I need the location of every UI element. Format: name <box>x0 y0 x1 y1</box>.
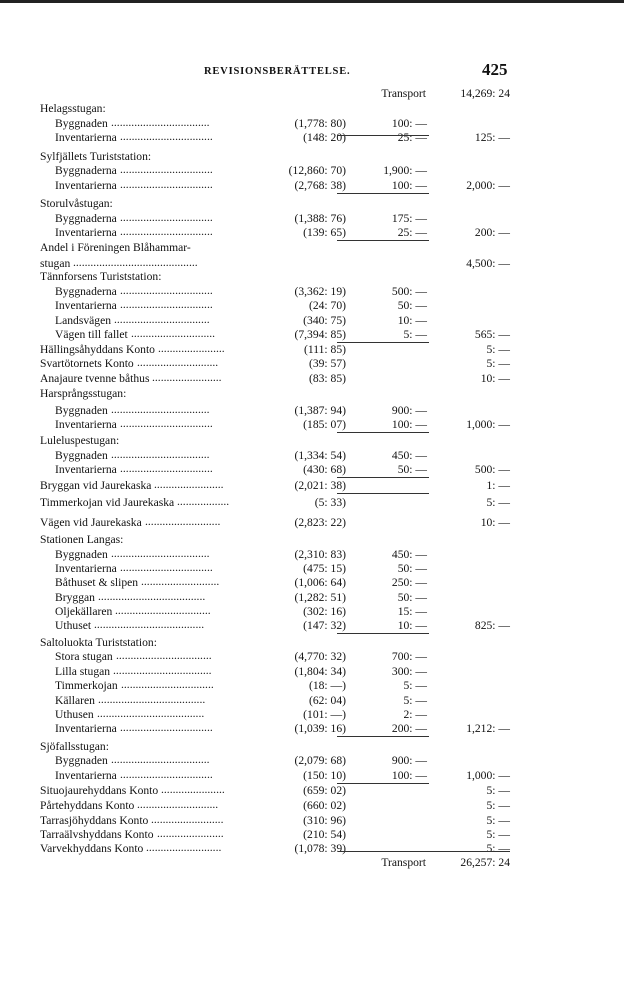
ledger-row <box>0 575 624 591</box>
dot-leader: ........................ <box>154 478 224 491</box>
entry-label: Byggnaden <box>55 117 108 130</box>
book-value: (1,804: 34) <box>294 665 346 678</box>
dot-leader: ................................ <box>120 721 213 734</box>
dot-leader: .......................... <box>145 515 221 528</box>
dot-leader: .................................. <box>111 547 210 560</box>
entry-label: Byggnaderna <box>55 285 117 298</box>
book-value: (3,362: 19) <box>294 285 346 298</box>
group-total: 1,212: — <box>466 722 510 735</box>
book-value: (1,388: 76) <box>294 212 346 225</box>
group-total: 5: — <box>486 784 510 797</box>
book-value: (340: 75) <box>303 314 346 327</box>
dot-leader: ................................ <box>120 178 213 191</box>
ledger-row <box>0 462 624 478</box>
item-amount: 50: — <box>397 591 427 604</box>
ledger-row <box>0 327 624 343</box>
subtotal-rule <box>337 193 429 194</box>
book-value: (475: 15) <box>303 562 346 575</box>
page-number: 425 <box>482 60 508 79</box>
dot-leader: .......................... <box>146 841 222 854</box>
dot-leader: ................................ <box>121 678 214 691</box>
ledger-row <box>0 768 624 784</box>
book-value: (1,039: 16) <box>294 722 346 735</box>
dot-leader: ................................. <box>115 604 211 617</box>
entry-label: Timmerkojan <box>55 679 118 692</box>
entry-label: Storulvåstugan: <box>40 197 113 210</box>
ledger-row <box>0 225 624 241</box>
group-total: 1,000: — <box>466 418 510 431</box>
dot-leader: ............................ <box>137 798 219 811</box>
item-amount: 250: — <box>391 576 427 589</box>
entry-label: Anajaure tvenne båthus <box>40 372 150 385</box>
item-amount: 25: — <box>397 131 427 144</box>
ledger-row <box>0 618 624 634</box>
entry-label: Uthuset <box>55 619 92 632</box>
entry-label: Helagsstugan: <box>40 102 106 115</box>
group-total: 5: — <box>486 343 510 356</box>
dot-leader: .................................. <box>111 753 210 766</box>
group-total: 1: — <box>486 479 510 492</box>
entry-label: Timmerkojan vid Jaurekaska <box>40 496 175 509</box>
group-total: 825: — <box>474 619 510 632</box>
dot-leader: .................. <box>177 495 230 508</box>
dot-leader: ................................ <box>120 211 213 224</box>
group-total: 125: — <box>474 131 510 144</box>
item-amount: 5: — <box>403 328 427 341</box>
entry-label: Byggnaderna <box>55 212 117 225</box>
book-value: (150: 10) <box>303 769 346 782</box>
dot-leader: ................................ <box>120 284 213 297</box>
entry-label: Inventarierna <box>55 562 117 575</box>
entry-label: Tarraälvshyddans Konto <box>40 828 154 841</box>
ledger-row <box>0 433 624 449</box>
item-amount: 900: — <box>391 754 427 767</box>
dot-leader: ................................. <box>116 649 212 662</box>
entry-label: Saltoluokta Turiststation: <box>40 636 157 649</box>
item-amount: 5: — <box>403 679 427 692</box>
ledger-row <box>0 678 624 694</box>
book-value: (24: 70) <box>308 299 346 312</box>
dot-leader: ..................................... <box>98 590 206 603</box>
entry-label: Bryggan vid Jaurekaska <box>40 479 152 492</box>
dot-leader: .................................. <box>111 116 210 129</box>
entry-label: Hällingsåhyddans Konto <box>40 343 155 356</box>
ledger-row <box>0 269 624 285</box>
ledger-row <box>0 130 624 146</box>
group-total: 500: — <box>474 463 510 476</box>
item-amount: 500: — <box>391 285 427 298</box>
entry-label: Uthusen <box>55 708 94 721</box>
book-value: (2,823: 22) <box>294 516 346 529</box>
entry-label: Situojaurehyddans Konto <box>40 784 159 797</box>
book-value: (1,778: 80) <box>294 117 346 130</box>
dot-leader: ...................... <box>161 783 225 796</box>
dot-leader: ................................ <box>120 768 213 781</box>
entry-label: Stora stugan <box>55 650 113 663</box>
dot-leader: ......................... <box>151 813 224 826</box>
item-amount: 200: — <box>391 722 427 735</box>
dot-leader: ....................... <box>157 827 224 840</box>
ledger-row <box>0 515 624 531</box>
entry-label: Vägen till fallet <box>55 328 128 341</box>
dot-leader: ........................... <box>141 575 220 588</box>
book-value: (101: —) <box>303 708 346 721</box>
entry-label: Bryggan <box>55 591 95 604</box>
group-total: 10: — <box>480 516 510 529</box>
subtotal-rule <box>337 633 429 634</box>
book-value: (310: 96) <box>303 814 346 827</box>
group-total: 1,000: — <box>466 769 510 782</box>
ledger-row <box>0 196 624 212</box>
item-amount: 300: — <box>391 665 427 678</box>
dot-leader: ................................ <box>120 462 213 475</box>
ledger-row <box>0 649 624 665</box>
item-amount: 50: — <box>397 562 427 575</box>
entry-label: Byggnaden <box>55 404 108 417</box>
entry-label: Inventarierna <box>55 179 117 192</box>
item-amount: 100: — <box>391 179 427 192</box>
entry-label: Landsvägen <box>55 314 112 327</box>
book-value: (659: 02) <box>303 784 346 797</box>
ledger-row <box>0 798 624 814</box>
book-value: (210: 54) <box>303 828 346 841</box>
item-amount: 10: — <box>397 314 427 327</box>
subtotal-rule <box>337 342 429 343</box>
transport-label: Transport <box>381 856 426 869</box>
dot-leader: ....................... <box>158 342 225 355</box>
entry-label: Båthuset & slipen <box>55 576 139 589</box>
dot-leader: ................................. <box>114 313 210 326</box>
ledger-row <box>0 101 624 117</box>
item-amount: 450: — <box>391 449 427 462</box>
subtotal-rule <box>337 493 429 494</box>
entry-label: Tännforsens Turiststation: <box>40 270 162 283</box>
transport-row-top <box>0 86 624 102</box>
transport-amount: 26,257: 24 <box>460 856 510 869</box>
ledger-row <box>0 753 624 769</box>
dot-leader: ........................ <box>152 371 222 384</box>
entry-label: Inventarierna <box>55 463 117 476</box>
entry-label: Oljekällaren <box>55 605 113 618</box>
book-value: (18: —) <box>308 679 346 692</box>
book-value: (1,006: 64) <box>294 576 346 589</box>
item-amount: 450: — <box>391 548 427 561</box>
entry-label: Inventarierna <box>55 722 117 735</box>
dot-leader: ............................. <box>131 327 216 340</box>
group-total: 5: — <box>486 814 510 827</box>
entry-label: Byggnaden <box>55 754 108 767</box>
book-value: (1,282: 51) <box>294 591 346 604</box>
dot-leader: ................................ <box>120 130 213 143</box>
ledger-row <box>0 240 624 256</box>
group-total: 565: — <box>474 328 510 341</box>
entry-label: Inventarierna <box>55 226 117 239</box>
book-value: (12,860: 70) <box>288 164 346 177</box>
group-total: 5: — <box>486 496 510 509</box>
book-value: (185: 07) <box>303 418 346 431</box>
entry-label: Inventarierna <box>55 769 117 782</box>
group-total: 200: — <box>474 226 510 239</box>
group-total: 10: — <box>480 372 510 385</box>
dot-leader: .................................. <box>113 664 212 677</box>
subtotal-rule <box>337 736 429 737</box>
item-amount: 15: — <box>397 605 427 618</box>
item-amount: 5: — <box>403 694 427 707</box>
dot-leader: ............................ <box>137 356 219 369</box>
book-value: (2,021: 38) <box>294 479 346 492</box>
book-value: (139: 65) <box>303 226 346 239</box>
entry-label: Pårtehyddans Konto <box>40 799 135 812</box>
item-amount: 100: — <box>391 117 427 130</box>
entry-label: Andel i Föreningen Blåhammar- <box>40 241 191 254</box>
book-value: (148: 20) <box>303 131 346 144</box>
book-value: (7,394: 85) <box>294 328 346 341</box>
entry-label: stugan <box>40 257 71 270</box>
dot-leader: ...................................... <box>94 618 205 631</box>
ledger-row <box>0 371 624 387</box>
book-value: (83: 85) <box>308 372 346 385</box>
running-head <box>0 0 624 80</box>
entry-label: Inventarierna <box>55 131 117 144</box>
entry-label: Svartötornets Konto <box>40 357 134 370</box>
book-value: (2,768: 38) <box>294 179 346 192</box>
group-total: 5: — <box>486 842 510 855</box>
subtotal-rule <box>337 432 429 433</box>
entry-label: Luleluspestugan: <box>40 434 120 447</box>
book-value: (62: 04) <box>308 694 346 707</box>
entry-label: Byggnaden <box>55 548 108 561</box>
item-amount: 1,900: — <box>383 164 427 177</box>
book-value: (147: 32) <box>303 619 346 632</box>
entry-label: Sylfjällets Turiststation: <box>40 150 152 163</box>
transport-amount: 14,269: 24 <box>460 87 510 100</box>
entry-label: Sjöfallsstugan: <box>40 740 109 753</box>
subtotal-rule <box>337 477 429 478</box>
book-value: (5: 33) <box>314 496 346 509</box>
ledger-row <box>0 356 624 372</box>
item-amount: 25: — <box>397 226 427 239</box>
ledger-row <box>0 495 624 511</box>
book-value: (2,079: 68) <box>294 754 346 767</box>
dot-leader: ................................ <box>120 298 213 311</box>
dot-leader: ..................................... <box>97 707 205 720</box>
ledger-row <box>0 532 624 548</box>
entry-label: Lilla stugan <box>55 665 111 678</box>
item-amount: 50: — <box>397 463 427 476</box>
book-value: (111: 85) <box>304 343 346 356</box>
book-value: (302: 16) <box>303 605 346 618</box>
book-value: (430: 68) <box>303 463 346 476</box>
book-value: (2,310: 83) <box>294 548 346 561</box>
subtotal-rule <box>337 135 429 136</box>
item-amount: 50: — <box>397 299 427 312</box>
dot-leader: .................................. <box>111 403 210 416</box>
entry-label: Varvekhyddans Konto <box>40 842 144 855</box>
dot-leader: .................................. <box>111 448 210 461</box>
entry-label: Byggnaderna <box>55 164 117 177</box>
entry-label: Stationen Langas: <box>40 533 124 546</box>
book-value: (4,770: 32) <box>294 650 346 663</box>
item-amount: 2: — <box>403 708 427 721</box>
entry-label: Byggnaden <box>55 449 108 462</box>
group-total: 5: — <box>486 799 510 812</box>
ledger-row <box>0 298 624 314</box>
item-amount: 100: — <box>391 769 427 782</box>
item-amount: 700: — <box>391 650 427 663</box>
book-value: (1,334: 54) <box>294 449 346 462</box>
entry-label: Vägen vid Jaurekaska <box>40 516 142 529</box>
group-total: 4,500: — <box>466 257 510 270</box>
group-total: 5: — <box>486 828 510 841</box>
entry-label: Inventarierna <box>55 299 117 312</box>
dot-leader: ..................................... <box>98 693 206 706</box>
entry-label: Tarrasjöhyddans Konto <box>40 814 149 827</box>
dot-leader: ................................ <box>120 417 213 430</box>
entry-label: Harsprångsstugan: <box>40 387 127 400</box>
transport-row-bottom <box>0 855 624 871</box>
running-head-title: REVISIONSBERÄTTELSE. <box>204 66 351 77</box>
ledger-row <box>0 721 624 737</box>
book-value: (39: 57) <box>308 357 346 370</box>
item-amount: 10: — <box>397 619 427 632</box>
ledger-row <box>0 417 624 433</box>
group-total: 5: — <box>486 357 510 370</box>
dot-leader: ........................................... <box>73 256 198 269</box>
dot-leader: ................................ <box>120 225 213 238</box>
subtotal-rule <box>337 783 429 784</box>
dot-leader: ................................ <box>120 561 213 574</box>
item-amount: 175: — <box>391 212 427 225</box>
item-amount: 100: — <box>391 418 427 431</box>
ledger-row <box>0 178 624 194</box>
ledger-row <box>0 163 624 179</box>
subtotal-rule <box>337 240 429 241</box>
group-total: 2,000: — <box>466 179 510 192</box>
total-rule <box>338 851 510 852</box>
book-value: (1,078: 39) <box>294 842 346 855</box>
ledger-row <box>0 386 624 402</box>
ledger-row <box>0 478 624 494</box>
ledger-row <box>0 783 624 799</box>
entry-label: Källaren <box>55 694 95 707</box>
book-value: (660: 02) <box>303 799 346 812</box>
entry-label: Inventarierna <box>55 418 117 431</box>
item-amount: 900: — <box>391 404 427 417</box>
book-value: (1,387: 94) <box>294 404 346 417</box>
transport-label: Transport <box>381 87 426 100</box>
dot-leader: ................................ <box>120 163 213 176</box>
